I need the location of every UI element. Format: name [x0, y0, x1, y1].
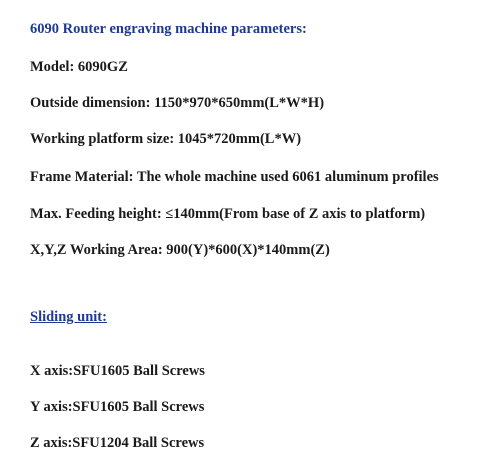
page-title: 6090 Router engraving machine parameters: [30, 21, 307, 37]
sliding-unit-z-axis: Z axis:SFU1204 Ball Screws [30, 435, 205, 451]
sliding-unit-y-axis: Y axis:SFU1605 Ball Screws [30, 399, 205, 415]
spec-working-platform-size: Working platform size: 1045*720mm(L*W) [30, 131, 302, 147]
spec-max-feeding-height: Max. Feeding height: ≤140mm(From base of Z axis to platform) [30, 206, 426, 222]
spec-frame-material: Frame Material: The whole machine used 6061 aluminum profiles [30, 169, 439, 185]
sliding-unit-heading[interactable]: Sliding unit: [30, 309, 107, 325]
spec-outside-dimension: Outside dimension: 1150*970*650mm(L*W*H) [30, 95, 325, 111]
spec-model: Model: 6090GZ [30, 59, 128, 75]
spec-working-area: X,Y,Z Working Area: 900(Y)*600(X)*140mm(Z) [30, 242, 330, 258]
sliding-unit-x-axis: X axis:SFU1605 Ball Screws [30, 363, 205, 379]
